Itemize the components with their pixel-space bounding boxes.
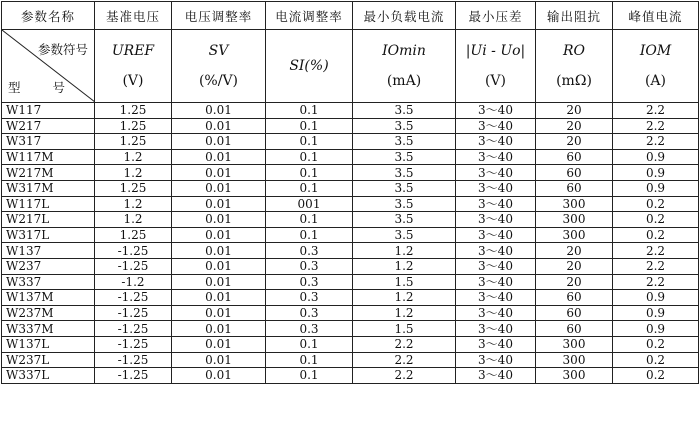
cell-ref-voltage: 1.25 bbox=[95, 227, 172, 243]
cell-load-regulation: 0.1 bbox=[266, 118, 353, 134]
header-peak-current: 峰值电流 bbox=[613, 2, 699, 30]
symbol-cell: SV (%/V) bbox=[172, 30, 266, 103]
cell-load-regulation: 0.1 bbox=[266, 368, 353, 384]
cell-output-impedance: 300 bbox=[536, 336, 613, 352]
table-row bbox=[2, 243, 699, 259]
cell-ref-voltage: -1.25 bbox=[95, 290, 172, 306]
cell-output-impedance: 60 bbox=[536, 149, 613, 165]
cell-min-load-current: 3.5 bbox=[353, 196, 456, 212]
cell-load-regulation: 0.1 bbox=[266, 180, 353, 196]
cell-load-regulation: 0.1 bbox=[266, 149, 353, 165]
cell-ref-voltage: -1.25 bbox=[95, 258, 172, 274]
cell-line-regulation: 0.01 bbox=[172, 118, 266, 134]
cell-ref-voltage: -1.25 bbox=[95, 336, 172, 352]
cell-model: W317M bbox=[2, 180, 95, 196]
cell-load-regulation: 0.3 bbox=[266, 258, 353, 274]
cell-ref-voltage: -1.2 bbox=[95, 274, 172, 290]
table-row bbox=[2, 336, 699, 352]
cell-peak-current: 0.2 bbox=[613, 352, 699, 368]
cell-min-load-current: 3.5 bbox=[353, 212, 456, 228]
cell-min-load-current: 3.5 bbox=[353, 134, 456, 150]
symbol-cell: IOM (A) bbox=[613, 30, 699, 103]
cell-line-regulation: 0.01 bbox=[172, 258, 266, 274]
table-row bbox=[2, 103, 699, 119]
cell-output-impedance: 20 bbox=[536, 258, 613, 274]
cell-load-regulation: 0.1 bbox=[266, 212, 353, 228]
cell-output-impedance: 20 bbox=[536, 243, 613, 259]
table-row bbox=[2, 165, 699, 181]
cell-peak-current: 0.2 bbox=[613, 212, 699, 228]
cell-load-regulation: 0.3 bbox=[266, 321, 353, 337]
cell-load-regulation: 0.3 bbox=[266, 274, 353, 290]
cell-ref-voltage: -1.25 bbox=[95, 368, 172, 384]
cell-ref-voltage: -1.25 bbox=[95, 243, 172, 259]
cell-output-impedance: 20 bbox=[536, 103, 613, 119]
cell-model: W137M bbox=[2, 290, 95, 306]
cell-line-regulation: 0.01 bbox=[172, 180, 266, 196]
cell-dropout: 3～40 bbox=[456, 352, 536, 368]
cell-line-regulation: 0.01 bbox=[172, 196, 266, 212]
cell-model: W137L bbox=[2, 336, 95, 352]
cell-ref-voltage: 1.2 bbox=[95, 165, 172, 181]
cell-peak-current: 0.9 bbox=[613, 321, 699, 337]
symbol-cell: RO (mΩ) bbox=[536, 30, 613, 103]
table-row bbox=[2, 180, 699, 196]
cell-load-regulation: 001 bbox=[266, 196, 353, 212]
cell-output-impedance: 60 bbox=[536, 180, 613, 196]
cell-min-load-current: 3.5 bbox=[353, 103, 456, 119]
cell-peak-current: 0.9 bbox=[613, 290, 699, 306]
cell-dropout: 3～40 bbox=[456, 336, 536, 352]
cell-peak-current: 0.9 bbox=[613, 305, 699, 321]
cell-dropout: 3～40 bbox=[456, 274, 536, 290]
cell-line-regulation: 0.01 bbox=[172, 134, 266, 150]
cell-model: W117 bbox=[2, 103, 95, 119]
cell-ref-voltage: 1.2 bbox=[95, 212, 172, 228]
cell-output-impedance: 300 bbox=[536, 368, 613, 384]
cell-min-load-current: 3.5 bbox=[353, 227, 456, 243]
cell-peak-current: 0.2 bbox=[613, 336, 699, 352]
cell-dropout: 3～40 bbox=[456, 134, 536, 150]
cell-min-load-current: 3.5 bbox=[353, 165, 456, 181]
table-row bbox=[2, 321, 699, 337]
cell-peak-current: 2.2 bbox=[613, 134, 699, 150]
cell-line-regulation: 0.01 bbox=[172, 243, 266, 259]
header-param-name: 参数名称 bbox=[2, 2, 95, 30]
cell-model: W337 bbox=[2, 274, 95, 290]
table-row bbox=[2, 258, 699, 274]
cell-output-impedance: 20 bbox=[536, 274, 613, 290]
cell-model: W317L bbox=[2, 227, 95, 243]
table-row bbox=[2, 149, 699, 165]
cell-ref-voltage: -1.25 bbox=[95, 352, 172, 368]
cell-dropout: 3～40 bbox=[456, 212, 536, 228]
header-output-impedance: 输出阻抗 bbox=[536, 2, 613, 30]
cell-min-load-current: 3.5 bbox=[353, 180, 456, 196]
cell-model: W217L bbox=[2, 212, 95, 228]
table-row bbox=[2, 196, 699, 212]
cell-peak-current: 2.2 bbox=[613, 103, 699, 119]
cell-output-impedance: 300 bbox=[536, 227, 613, 243]
cell-line-regulation: 0.01 bbox=[172, 149, 266, 165]
regulator-parameter-table bbox=[1, 1, 699, 384]
cell-model: W237L bbox=[2, 352, 95, 368]
symbol-cell: |Ui - Uo| (V) bbox=[456, 30, 536, 103]
table-row bbox=[2, 368, 699, 384]
cell-line-regulation: 0.01 bbox=[172, 165, 266, 181]
cell-min-load-current: 1.2 bbox=[353, 243, 456, 259]
cell-min-load-current: 2.2 bbox=[353, 368, 456, 384]
cell-output-impedance: 20 bbox=[536, 118, 613, 134]
table-row bbox=[2, 274, 699, 290]
cell-load-regulation: 0.1 bbox=[266, 227, 353, 243]
cell-load-regulation: 0.1 bbox=[266, 103, 353, 119]
cell-dropout: 3～40 bbox=[456, 196, 536, 212]
cell-dropout: 3～40 bbox=[456, 290, 536, 306]
cell-model: W117L bbox=[2, 196, 95, 212]
cell-line-regulation: 0.01 bbox=[172, 336, 266, 352]
cell-output-impedance: 60 bbox=[536, 290, 613, 306]
cell-model: W317 bbox=[2, 134, 95, 150]
cell-ref-voltage: 1.2 bbox=[95, 196, 172, 212]
cell-load-regulation: 0.3 bbox=[266, 305, 353, 321]
cell-dropout: 3～40 bbox=[456, 368, 536, 384]
cell-dropout: 3～40 bbox=[456, 227, 536, 243]
cell-load-regulation: 0.3 bbox=[266, 290, 353, 306]
cell-peak-current: 2.2 bbox=[613, 274, 699, 290]
cell-output-impedance: 60 bbox=[536, 305, 613, 321]
header-dropout: 最小压差 bbox=[456, 2, 536, 30]
header-load-regulation: 电流调整率 bbox=[266, 2, 353, 30]
cell-dropout: 3～40 bbox=[456, 103, 536, 119]
cell-output-impedance: 300 bbox=[536, 352, 613, 368]
cell-min-load-current: 1.2 bbox=[353, 258, 456, 274]
cell-load-regulation: 0.3 bbox=[266, 243, 353, 259]
cell-model: W337L bbox=[2, 368, 95, 384]
table-row bbox=[2, 212, 699, 228]
cell-min-load-current: 2.2 bbox=[353, 336, 456, 352]
cell-model: W237 bbox=[2, 258, 95, 274]
table-row bbox=[2, 305, 699, 321]
cell-dropout: 3～40 bbox=[456, 243, 536, 259]
cell-min-load-current: 1.2 bbox=[353, 290, 456, 306]
header-ref-voltage: 基准电压 bbox=[95, 2, 172, 30]
cell-ref-voltage: 1.2 bbox=[95, 149, 172, 165]
table-row bbox=[2, 134, 699, 150]
cell-model: W137 bbox=[2, 243, 95, 259]
cell-peak-current: 2.2 bbox=[613, 258, 699, 274]
cell-dropout: 3～40 bbox=[456, 321, 536, 337]
cell-load-regulation: 0.1 bbox=[266, 352, 353, 368]
cell-min-load-current: 3.5 bbox=[353, 149, 456, 165]
symbol-row bbox=[2, 30, 699, 103]
cell-min-load-current: 2.2 bbox=[353, 352, 456, 368]
cell-output-impedance: 60 bbox=[536, 321, 613, 337]
corner-cell bbox=[2, 30, 95, 103]
cell-output-impedance: 60 bbox=[536, 165, 613, 181]
cell-line-regulation: 0.01 bbox=[172, 227, 266, 243]
cell-peak-current: 0.9 bbox=[613, 149, 699, 165]
table-body bbox=[2, 103, 699, 384]
cell-load-regulation: 0.1 bbox=[266, 336, 353, 352]
cell-dropout: 3～40 bbox=[456, 165, 536, 181]
cell-dropout: 3～40 bbox=[456, 149, 536, 165]
cell-peak-current: 0.9 bbox=[613, 180, 699, 196]
table-row bbox=[2, 290, 699, 306]
cell-peak-current: 2.2 bbox=[613, 118, 699, 134]
cell-line-regulation: 0.01 bbox=[172, 305, 266, 321]
cell-load-regulation: 0.1 bbox=[266, 134, 353, 150]
cell-model: W337M bbox=[2, 321, 95, 337]
cell-dropout: 3～40 bbox=[456, 305, 536, 321]
table-row bbox=[2, 118, 699, 134]
symbol-cell: IOmin (mA) bbox=[353, 30, 456, 103]
cell-ref-voltage: -1.25 bbox=[95, 305, 172, 321]
cell-ref-voltage: 1.25 bbox=[95, 180, 172, 196]
cell-line-regulation: 0.01 bbox=[172, 274, 266, 290]
cell-peak-current: 0.9 bbox=[613, 165, 699, 181]
cell-load-regulation: 0.1 bbox=[266, 165, 353, 181]
table-row bbox=[2, 352, 699, 368]
cell-ref-voltage: 1.25 bbox=[95, 134, 172, 150]
cell-min-load-current: 1.5 bbox=[353, 274, 456, 290]
cell-dropout: 3～40 bbox=[456, 258, 536, 274]
header-line-regulation: 电压调整率 bbox=[172, 2, 266, 30]
cell-line-regulation: 0.01 bbox=[172, 321, 266, 337]
table-row bbox=[2, 227, 699, 243]
symbol-label: 参数符号 bbox=[37, 42, 88, 57]
cell-peak-current: 0.2 bbox=[613, 196, 699, 212]
header-row bbox=[2, 2, 699, 30]
cell-peak-current: 2.2 bbox=[613, 243, 699, 259]
cell-line-regulation: 0.01 bbox=[172, 352, 266, 368]
cell-min-load-current: 3.5 bbox=[353, 118, 456, 134]
cell-output-impedance: 20 bbox=[536, 134, 613, 150]
cell-min-load-current: 1.5 bbox=[353, 321, 456, 337]
cell-ref-voltage: 1.25 bbox=[95, 118, 172, 134]
cell-model: W217M bbox=[2, 165, 95, 181]
cell-output-impedance: 300 bbox=[536, 212, 613, 228]
symbol-cell: UREF (V) bbox=[95, 30, 172, 103]
cell-model: W217 bbox=[2, 118, 95, 134]
cell-peak-current: 0.2 bbox=[613, 227, 699, 243]
cell-model: W117M bbox=[2, 149, 95, 165]
cell-ref-voltage: 1.25 bbox=[95, 103, 172, 119]
cell-line-regulation: 0.01 bbox=[172, 290, 266, 306]
model-label: 型 号 bbox=[8, 80, 79, 95]
cell-model: W237M bbox=[2, 305, 95, 321]
cell-ref-voltage: -1.25 bbox=[95, 321, 172, 337]
cell-output-impedance: 300 bbox=[536, 196, 613, 212]
cell-dropout: 3～40 bbox=[456, 180, 536, 196]
cell-line-regulation: 0.01 bbox=[172, 368, 266, 384]
header-min-load-current: 最小负载电流 bbox=[353, 2, 456, 30]
symbol-cell: SI(%) bbox=[266, 30, 353, 103]
cell-line-regulation: 0.01 bbox=[172, 103, 266, 119]
cell-line-regulation: 0.01 bbox=[172, 212, 266, 228]
cell-min-load-current: 1.2 bbox=[353, 305, 456, 321]
cell-peak-current: 0.2 bbox=[613, 368, 699, 384]
cell-dropout: 3～40 bbox=[456, 118, 536, 134]
